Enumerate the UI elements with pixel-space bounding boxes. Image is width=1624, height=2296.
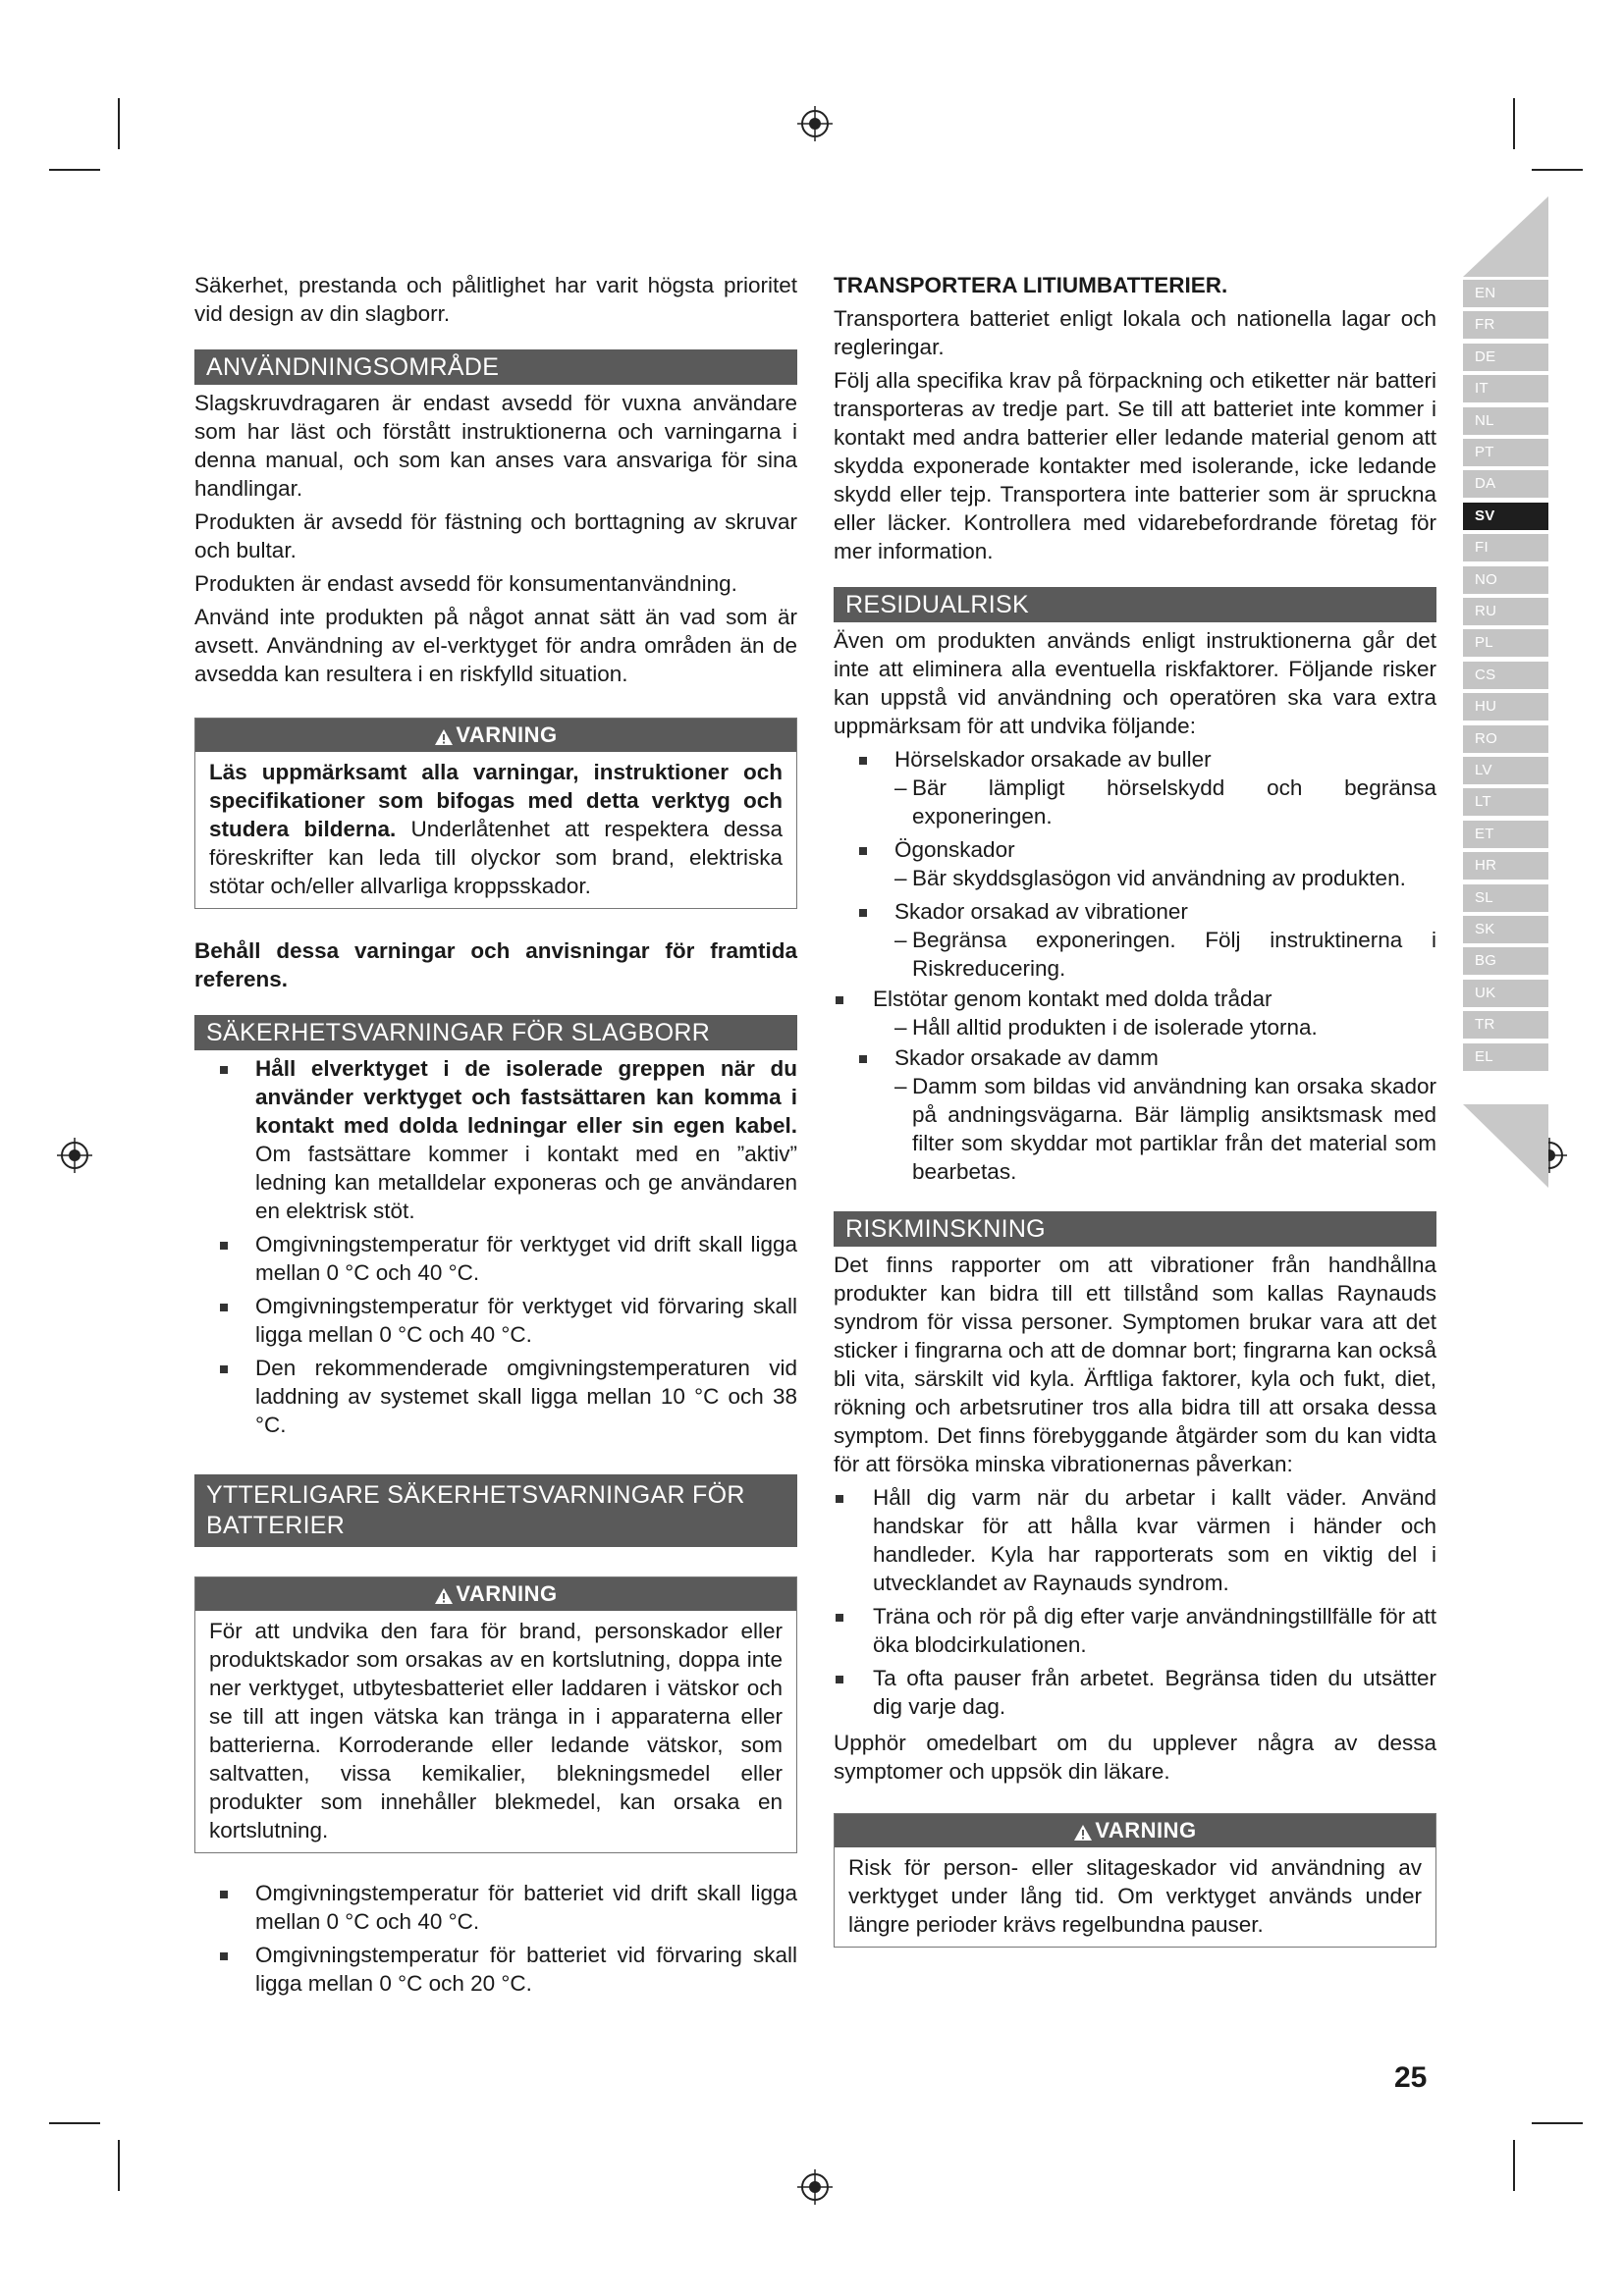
crop-mark: [1532, 169, 1583, 171]
language-tab-hr: HR: [1463, 852, 1548, 880]
usage-paragraph: Produkten är endast avsedd för konsumentanvändning.: [194, 571, 737, 596]
language-tab-pl: PL: [1463, 629, 1548, 657]
page-number: 25: [1394, 2061, 1428, 2094]
crop-mark: [1513, 98, 1515, 149]
warning-bold-text: Läs uppmärksamt alla varningar, instruktioner och specifikationer som bifogas med detta verktyg och studera bilderna.: [209, 760, 783, 841]
list-item: Håll dig varm när du arbetar i kallt väder. Använd handskar för att hålla kvar värmen i händer och handleder. Kyla har rapporterats som en viktig del i utvecklandet av Raynauds syndrom.: [834, 1483, 1436, 1597]
language-tab-sk: SK: [1463, 916, 1548, 943]
right-column: [834, 271, 1436, 1969]
list-item: Omgivningstemperatur för batteriet vid drift skall ligga mellan 0 °C och 40 °C.: [194, 1879, 797, 1936]
warning-title-text: VARNING: [1095, 1818, 1197, 1842]
list-item: [194, 1054, 797, 1225]
residual-risk-list: [834, 745, 1436, 983]
language-tab-de: DE: [1463, 344, 1548, 371]
language-tab-no: NO: [1463, 566, 1548, 594]
list-item: Ta ofta pauser från arbetet. Begränsa tiden du utsätter dig varje dag.: [834, 1664, 1436, 1721]
crop-mark: [1532, 2122, 1583, 2124]
registration-mark-icon: [795, 104, 835, 143]
language-tab-ru: RU: [1463, 598, 1548, 625]
risk-reduction-paragraph: Det finns rapporter om att vibrationer från handhållna produkter kan bidra till ett tillstånd som kallas Raynauds syndrom för vissa personer. Symptomen brukar vara att det sticker i fingrarna och att de domnar bort; fingrarna kan också bli vita, särskilt vid kyla. Ärftliga faktorer, kyla och fukt, diet, rökning och arbetsrutiner tros alla bidra till att orsaka dessa symptom. Det finns förebyggande åtgärder som du kan vidta för att försöka minska vibrationernas påverkan:: [834, 1253, 1436, 1476]
registration-mark-icon: [795, 2167, 835, 2207]
list-item: Omgivningstemperatur för batteriet vid förvaring skall ligga mellan 0 °C och 20 °C.: [194, 1941, 797, 1998]
drill-safety-list: [194, 1054, 797, 1439]
list-item-text: Om fastsättare kommer i kontakt med en ”aktiv” ledning kan metalldelar exponeras och ge användaren en elektrisk stöt.: [255, 1142, 797, 1223]
warning-body: För att undvika den fara för brand, personskador eller produktskador som orsakas av en kortslutning, doppa inte ner verktyget, utbytesbatteriet eller laddaren i vätskor och se till att ingen vätska kan tränga in i apparaterna eller batterierna. Korroderande eller ledande vätskor, som saltvatten, vissa kemikalier, blekningsmedel eller produkter som innehåller blekmedel, kan orsaka en kortslutning.: [209, 1619, 783, 1842]
language-tab-fr: FR: [1463, 311, 1548, 339]
transport-paragraph: Följ alla specifika krav på förpackning och etiketter när batteri transporteras av tredje part. Se till att batteriet inte kommer i kontakt med andra batterier eller ledande material genom att skydda exponerade kontakter med isolerande, icke ledande skydd eller tejp. Transportera inte batterier som är spruckna eller läcker. Kontrollera med vidarebefordrande företag för mer information.: [834, 368, 1436, 563]
crop-mark: [49, 2122, 100, 2124]
crop-mark: [118, 98, 120, 149]
language-tab-ro: RO: [1463, 725, 1548, 753]
language-tab-fi: FI: [1463, 534, 1548, 561]
language-tab-el: EL: [1463, 1043, 1548, 1071]
language-tab-sv: SV: [1463, 503, 1548, 530]
language-tab-tr: TR: [1463, 1011, 1548, 1039]
intro-text: Säkerhet, prestanda och pålitlighet har varit högsta prioritet vid design av din slagborr.: [194, 273, 797, 326]
warning-title-text: VARNING: [456, 722, 558, 747]
list-item: [834, 897, 1436, 983]
registration-mark-icon: [55, 1136, 94, 1175]
warning-body: [195, 752, 796, 908]
warning-triangle-icon: [1073, 1824, 1093, 1842]
language-tab-hu: HU: [1463, 693, 1548, 721]
list-item-bold-text: Håll elverktyget i de isolerade greppen när du använder verktyget och fastsättaren kan komma i kontakt med dolda ledningar eller sin egen kabel.: [255, 1056, 797, 1138]
keep-instructions-note: Behåll dessa varningar och anvisningar för framtida referens.: [194, 938, 797, 991]
list-item: Omgivningstemperatur för verktyget vid drift skall ligga mellan 0 °C och 40 °C.: [194, 1230, 797, 1287]
list-item-text: Skador orsakade av damm: [894, 1045, 1159, 1070]
drill-safety-heading: SÄKERHETSVARNINGAR FÖR SLAGBORR: [194, 1015, 797, 1050]
warning-text: Underlåtenhet att respektera dessa föreskrifter kan leda till olyckor som brand, elektriska stötar och/eller allvarliga kroppsskador.: [209, 817, 783, 898]
residual-risk-list: [834, 985, 1436, 1041]
list-sub-item: – Bär lämpligt hörselskydd och begränsa exponeringen.: [894, 774, 1436, 830]
warning-title: [835, 1814, 1435, 1847]
list-item: [834, 835, 1436, 892]
risk-reduction-heading: RISKMINSKNING: [834, 1211, 1436, 1247]
crop-mark: [49, 169, 100, 171]
usage-paragraph: Produkten är avsedd för fästning och borttagning av skruvar och bultar.: [194, 509, 797, 562]
residual-risk-paragraph: Även om produkten används enligt instruktionerna går det inte att eliminera alla eventuella riskfaktorer. Följande risker kan uppstå vid användning och operatören ska vara extra uppmärksam för att undvika följande:: [834, 628, 1436, 738]
transport-heading: TRANSPORTERA LITIUMBATTERIER.: [834, 273, 1228, 297]
usage-heading: ANVÄNDNINGSOMRÅDE: [194, 349, 797, 385]
risk-reduction-list: [834, 1483, 1436, 1721]
risk-reduction-paragraph: Upphör omedelbart om du upplever några av dessa symptomer och uppsök din läkare.: [834, 1731, 1436, 1784]
language-tab-lt: LT: [1463, 788, 1548, 816]
language-tab-et: ET: [1463, 821, 1548, 848]
list-item-text: Skador orsakad av vibrationer: [894, 899, 1188, 924]
residual-risk-heading: RESIDUALRISK: [834, 587, 1436, 622]
usage-paragraph: Använd inte produkten på något annat sätt än vad som är avsett. Användning av el-verktyget för andra områden än de avsedda kan resultera i en riskfylld situation.: [194, 605, 797, 686]
battery-temperature-list: [194, 1879, 797, 1998]
list-sub-item: – Begränsa exponeringen. Följ instruktinerna i Riskreducering.: [894, 926, 1436, 983]
list-item: [834, 985, 1436, 1041]
left-column: [194, 271, 797, 2005]
list-item-text: Hörselskador orsakade av buller: [894, 747, 1212, 772]
list-sub-item: – Damm som bildas vid användning kan orsaka skador på andningsvägarna. Bär lämplig ansiktsmask med filter som skyddar mot partiklar från det material som bearbetas.: [894, 1072, 1436, 1186]
warning-box: [194, 718, 797, 909]
list-item-text: Ögonskador: [894, 837, 1015, 862]
usage-paragraph: Slagskruvdragaren är endast avsedd för vuxna användare som har läst och förstått instruktionerna och varningarna i denna manual, och som kan anses vara ansvariga för sina handlingar.: [194, 391, 797, 501]
language-tab-da: DA: [1463, 470, 1548, 498]
language-tab-uk: UK: [1463, 980, 1548, 1007]
list-item: [834, 1043, 1436, 1186]
language-tab-bg: BG: [1463, 947, 1548, 975]
warning-body: Risk för person- eller slitageskador vid användning av verktyget under lång tid. Om verktyget används under längre perioder krävs regelbundna pauser.: [848, 1855, 1422, 1937]
list-sub-item: – Bär skyddsglasögon vid användning av produkten.: [894, 864, 1436, 892]
language-tab-it: IT: [1463, 375, 1548, 402]
language-tab-strip: [1463, 196, 1548, 1198]
language-tab-nl: NL: [1463, 407, 1548, 435]
list-item: Omgivningstemperatur för verktyget vid förvaring skall ligga mellan 0 °C och 40 °C.: [194, 1292, 797, 1349]
list-item-text: Elstötar genom kontakt med dolda trådar: [873, 987, 1272, 1011]
battery-safety-heading: YTTERLIGARE SÄKERHETSVARNINGAR FÖR BATTERIER: [194, 1474, 797, 1547]
warning-title-text: VARNING: [456, 1581, 558, 1606]
crop-mark: [118, 2140, 120, 2191]
list-item: [834, 745, 1436, 830]
warning-triangle-icon: [434, 1587, 454, 1605]
language-tab-cs: CS: [1463, 662, 1548, 689]
crop-mark: [1513, 2140, 1515, 2191]
list-sub-item: – Håll alltid produkten i de isolerade ytorna.: [894, 1013, 1436, 1041]
warning-title: [195, 1577, 796, 1611]
warning-title: [195, 719, 796, 752]
language-tab-lv: LV: [1463, 757, 1548, 784]
warning-triangle-icon: [434, 728, 454, 746]
list-item: Träna och rör på dig efter varje användningstillfälle för att öka blodcirkulationen.: [834, 1602, 1436, 1659]
transport-paragraph: Transportera batteriet enligt lokala och nationella lagar och regleringar.: [834, 306, 1436, 359]
warning-box: [834, 1813, 1436, 1948]
language-tab-sl: SL: [1463, 884, 1548, 912]
residual-risk-list: [834, 1043, 1436, 1186]
warning-box: [194, 1576, 797, 1853]
language-tab-pt: PT: [1463, 439, 1548, 466]
list-item: Den rekommenderade omgivningstemperaturen vid laddning av systemet skall ligga mellan 10 °C och 38 °C.: [194, 1354, 797, 1439]
language-tab-en: EN: [1463, 280, 1548, 307]
